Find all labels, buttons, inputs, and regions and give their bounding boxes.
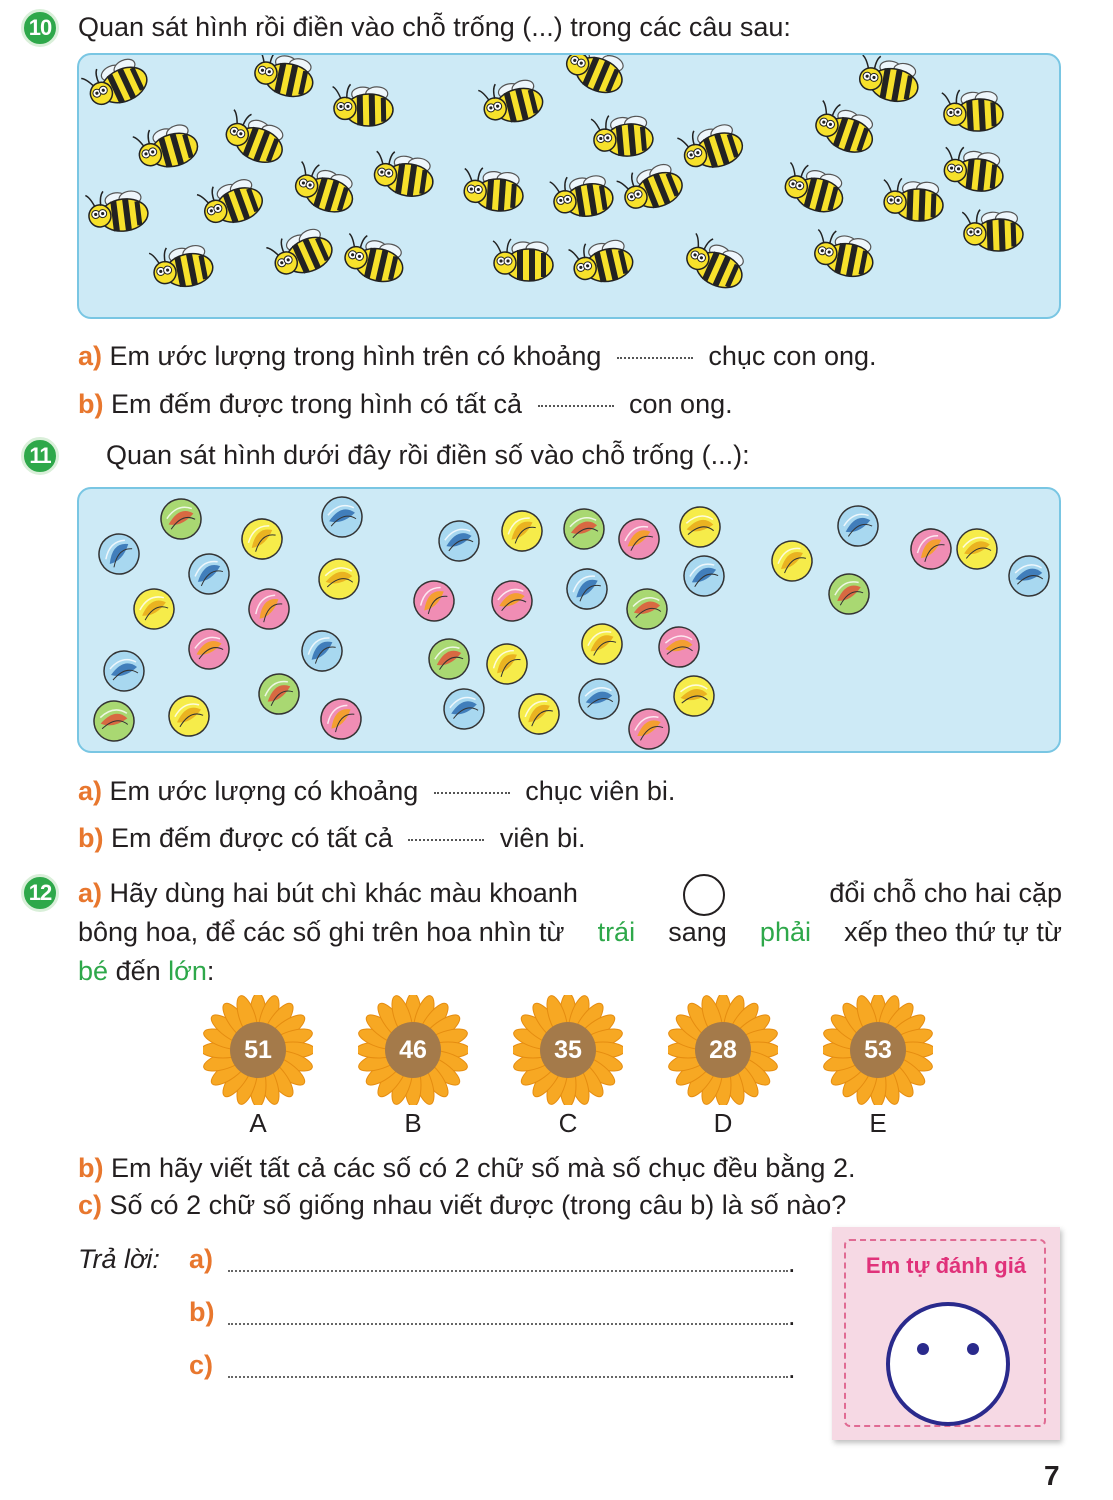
bee-icon [462,167,525,213]
bee-icon [132,118,201,175]
answer-b-end: . [788,1301,796,1331]
bee-icon [942,88,1004,133]
flower-number: 51 [244,1035,272,1064]
q12-word-big: lớn [168,956,207,986]
marble-icon [296,625,348,677]
question-number-10: 10 [21,9,59,47]
bee-icon [196,172,267,232]
marble-icon [184,549,234,599]
marble-icon [187,627,231,671]
marble-icon [314,692,368,746]
marble-icon [578,678,620,720]
marble-icon [437,519,480,562]
flower-e[interactable] [823,995,933,1105]
q12-word-left: trái [597,917,636,947]
marble-icon [561,563,613,615]
q12-word-small: bé [78,956,109,986]
marble-icon [426,636,472,682]
marble-icon [322,497,363,538]
marble-icon [104,651,144,691]
page-number: 7 [1044,1460,1060,1491]
marble-icon [681,553,727,599]
bee-icon [962,208,1023,252]
answer-prefix: Trả lời: [78,1244,160,1274]
bees-illustration [79,55,1059,317]
q12-a-line1-pre: Hãy dùng hai bút chì khác màu khoanh [109,878,578,908]
bee-icon [680,232,752,295]
q10-b-text-2: con ong. [629,389,733,419]
answer-a-label: a) [189,1244,214,1274]
answer-c-label: c) [189,1350,214,1380]
marble-icon [614,514,663,563]
question-number-12: 12 [21,874,59,912]
q12-a-label: a) [78,878,103,908]
q12-b-sentence [78,1153,855,1184]
q12-a-line3 [78,956,214,987]
answer-a-line[interactable] [228,1270,788,1272]
marble-icon [166,693,213,740]
marble-icon [443,688,485,730]
bee-icon [290,160,360,218]
q12-c-label: c) [78,1190,103,1220]
marble-icon [678,505,723,550]
bee-icon [780,161,849,217]
q10-a-text-1: Em ước lượng trong hình trên có khoảng [109,341,602,371]
bee-icon [811,228,878,281]
marbles-illustration [79,489,1059,751]
q11-a-text-1: Em ước lượng có khoảng [109,776,419,806]
q10-b-sentence [78,389,733,420]
flower-number: 28 [709,1035,737,1064]
bee-icon [149,240,216,293]
marble-icon [491,580,534,623]
marble-icon [480,637,533,690]
bee-icon [616,157,687,218]
marble-icon [578,620,627,669]
bee-icon [942,145,1006,193]
flower-d[interactable] [668,995,778,1105]
bee-icon [568,234,636,288]
bee-icon [220,108,291,169]
marble-icon [956,528,997,569]
marble-icon [564,509,605,550]
marble-icon [242,582,296,636]
answer-c-line[interactable] [228,1376,788,1378]
question-number-11: 11 [21,437,59,475]
q11-a-blank[interactable] [434,792,510,794]
marble-icon [767,536,818,587]
bee-icon [340,232,408,286]
marble-icon [904,522,957,575]
q10-a-sentence [78,341,877,372]
answer-b-line[interactable] [228,1323,788,1325]
marble-icon [130,585,177,632]
marble-icon [671,673,717,719]
flower-number: 35 [554,1035,582,1064]
q12-a-line2 [78,917,1062,948]
flower-label: D [713,1108,733,1138]
flower-label: C [558,1108,578,1138]
q11-b-text-1: Em đếm được có tất cả [111,823,393,853]
marble-icon [626,588,667,629]
flower-c[interactable] [513,995,623,1105]
flower-label: A [249,1108,267,1138]
q12-a-line2-pre: bông hoa, để các số ghi trên hoa nhìn từ [78,917,565,947]
bee-icon [493,239,553,281]
self-assessment-card [832,1227,1060,1440]
q12-c-text: Số có 2 chữ số giống nhau viết được (trong câu b) là số nào? [109,1190,847,1220]
marbles-picture [77,487,1061,753]
flower-a[interactable] [203,995,313,1105]
q10-b-label: b) [78,389,104,419]
bee-icon [591,112,654,159]
face-icon[interactable] [883,1299,1013,1429]
marble-icon [236,513,289,566]
answer-a-end: . [788,1248,796,1278]
marble-icon [825,570,873,618]
answer-c-end: . [788,1354,796,1384]
flower-b[interactable] [358,995,468,1105]
marble-icon [625,705,673,751]
q12-b-text: Em hãy viết tất cả các số có 2 chữ số mà số chục đều bằng 2. [111,1153,856,1183]
q10-a-label: a) [78,341,103,371]
marble-icon [1008,555,1051,598]
marble-icon [92,527,147,582]
q12-a-line3-mid: đến [115,956,161,986]
flower-label: E [869,1108,887,1138]
bees-picture [77,53,1061,319]
self-assessment-title: Em tự đánh giá [865,1253,1027,1278]
bee-icon [266,221,338,284]
q10-b-blank[interactable] [538,405,614,407]
bee-icon [677,118,747,176]
bee-icon [333,84,394,127]
marble-icon [92,699,136,743]
q11-a-label: a) [78,776,103,806]
marble-icon [317,557,360,600]
bee-icon [549,171,615,222]
marble-icon [835,503,880,548]
q11-b-sentence [78,823,585,854]
bee-icon [560,55,632,99]
q11-b-blank[interactable] [408,839,484,841]
q12-a-line3-end: : [206,956,215,986]
bee-icon [856,55,922,105]
marble-icon [496,505,548,557]
q10-a-text-2: chục con ong. [708,341,877,371]
bee-icon [810,99,880,158]
flower-number: 53 [864,1035,892,1064]
flower-label: B [404,1108,422,1138]
bee-icon [80,55,152,115]
bee-icon [250,55,317,101]
q11-prompt: Quan sát hình dưới đây rồi điền số vào chỗ trống (...): [106,440,750,470]
q12-c-sentence [78,1190,846,1221]
marble-icon [254,669,304,719]
q12-a-line1-left [78,878,578,916]
q10-prompt: Quan sát hình rồi điền vào chỗ trống (...) trong các câu sau: [78,12,791,42]
bee-icon [371,149,436,199]
bee-icon [85,186,150,235]
q12-word-right: phải [759,917,811,947]
q12-a-line1-post: đổi chỗ cho hai cặp [829,878,1062,908]
bee-icon [882,178,943,222]
marble-icon [656,624,701,669]
q10-b-text-1: Em đếm được trong hình có tất cả [111,389,522,419]
flower-number: 46 [399,1035,427,1064]
q12-a-line1 [78,878,1062,916]
q12-a-line2-mid: sang [668,917,727,947]
bee-icon [478,74,546,129]
q11-a-sentence [78,776,675,807]
marble-icon [407,574,461,628]
circle-symbol [683,874,725,916]
answer-b-label: b) [189,1297,215,1327]
marble-icon [159,497,204,542]
q11-b-text-2: viên bi. [499,823,586,853]
q12-a-line2-post: xếp theo thứ tự từ [844,917,1062,947]
q12-b-label: b) [78,1153,104,1183]
q10-a-blank[interactable] [617,357,693,359]
q11-b-label: b) [78,823,104,853]
q11-a-text-2: chục viên bi. [525,776,676,806]
marble-icon [513,688,564,739]
